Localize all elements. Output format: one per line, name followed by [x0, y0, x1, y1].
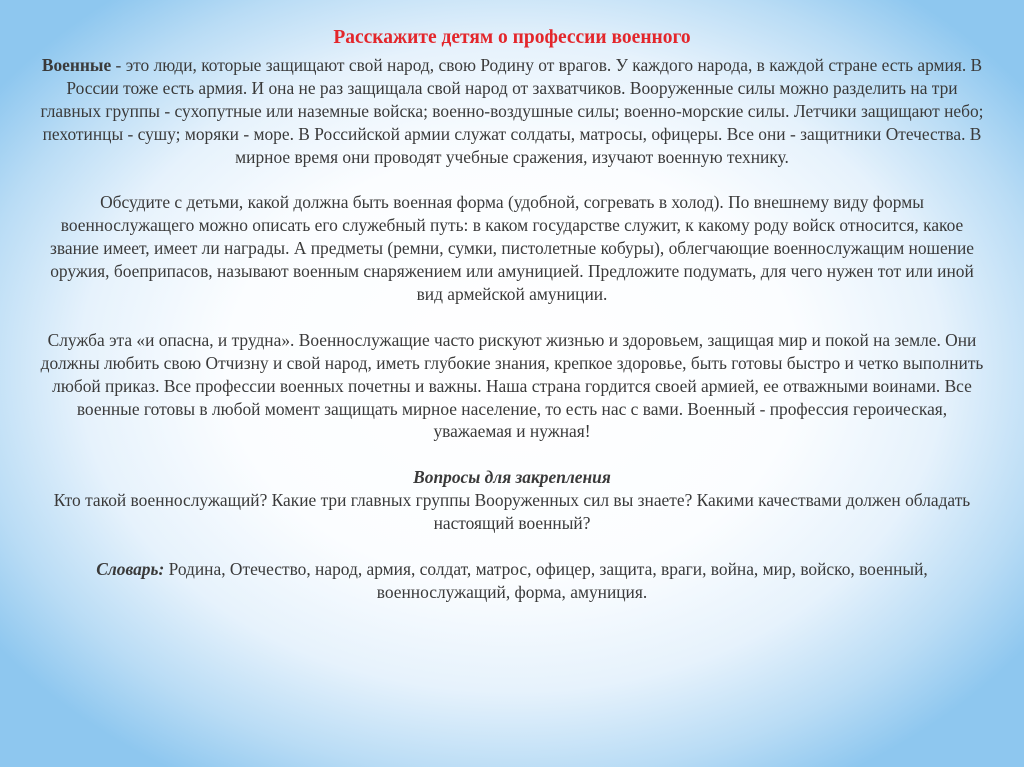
vocabulary-label: Словарь:	[96, 558, 165, 579]
paragraph-gap	[40, 306, 984, 329]
paragraph-gap	[40, 443, 984, 466]
vocabulary-paragraph	[40, 558, 984, 604]
vocabulary-text: Родина, Отечество, народ, армия, солдат, матрос, офицер, защита, враги, война, мир, войско, военный, военнослужащий, форма, амуниция.	[164, 558, 928, 602]
paragraph-gap	[40, 169, 984, 192]
intro-paragraph	[40, 54, 984, 169]
questions-text: Кто такой военнослужащий? Какие три главных группы Вооруженных сил вы знаете? Какими качествами должен обладать настоящий военный?	[53, 490, 971, 534]
slide-content	[40, 26, 984, 604]
paragraph-gap	[40, 535, 984, 558]
service-paragraph: Служба эта «и опасна, и трудна». Военнослужащие часто рискуют жизнью и здоровьем, защищая мир и покой на земле. Они должны любить свою Отчизну и свой народ, иметь глубокие знания, крепкое здоровье, быть готовы быстро и четко выполнить любой приказ. Все профессии военных почетны и важны. Наша страна гордится своей армией, ее отважными воинами. Все военные готовы в любой момент защищать мирное население, то есть нас с вами. Военный - профессия героическая, уважаемая и нужная!	[40, 329, 984, 442]
intro-text: - это люди, которые защищают свой народ, свою Родину от врагов. У каждого народа, в каждой стране есть армия. В России тоже есть армия. И она не раз защищала свой народ от захватчиков. Вооруженные силы можно разделить на три главных группы - сухопутные или наземные войска; военно-воздушные силы; военно-морские силы. Летчики защищают небо; пехотинцы - сушу; моряки - море. В Российской армии служат солдаты, матросы, офицеры. Все они - защитники Отечества. В мирное время они проводят учебные сражения, изучают военную технику.	[40, 55, 984, 167]
intro-term: Военные	[41, 55, 112, 75]
uniform-paragraph: Обсудите с детьми, какой должна быть военная форма (удобной, согревать в холод). По внешнему виду формы военнослужащего можно описать его служебный путь: в каком государстве служит, к какому роду войск относится, какое звание имеет, имеет ли награды. А предметы (ремни, сумки, пистолетные кобуры), облегчающие военнослужащим ношение оружия, боеприпасов, называют военным снаряжением или амуницией. Предложите подумать, для чего нужен тот или иной вид армейской амуниции.	[50, 192, 974, 305]
questions-heading: Вопросы для закрепления	[413, 467, 611, 488]
page-title: Расскажите детям о профессии военного	[333, 27, 691, 48]
